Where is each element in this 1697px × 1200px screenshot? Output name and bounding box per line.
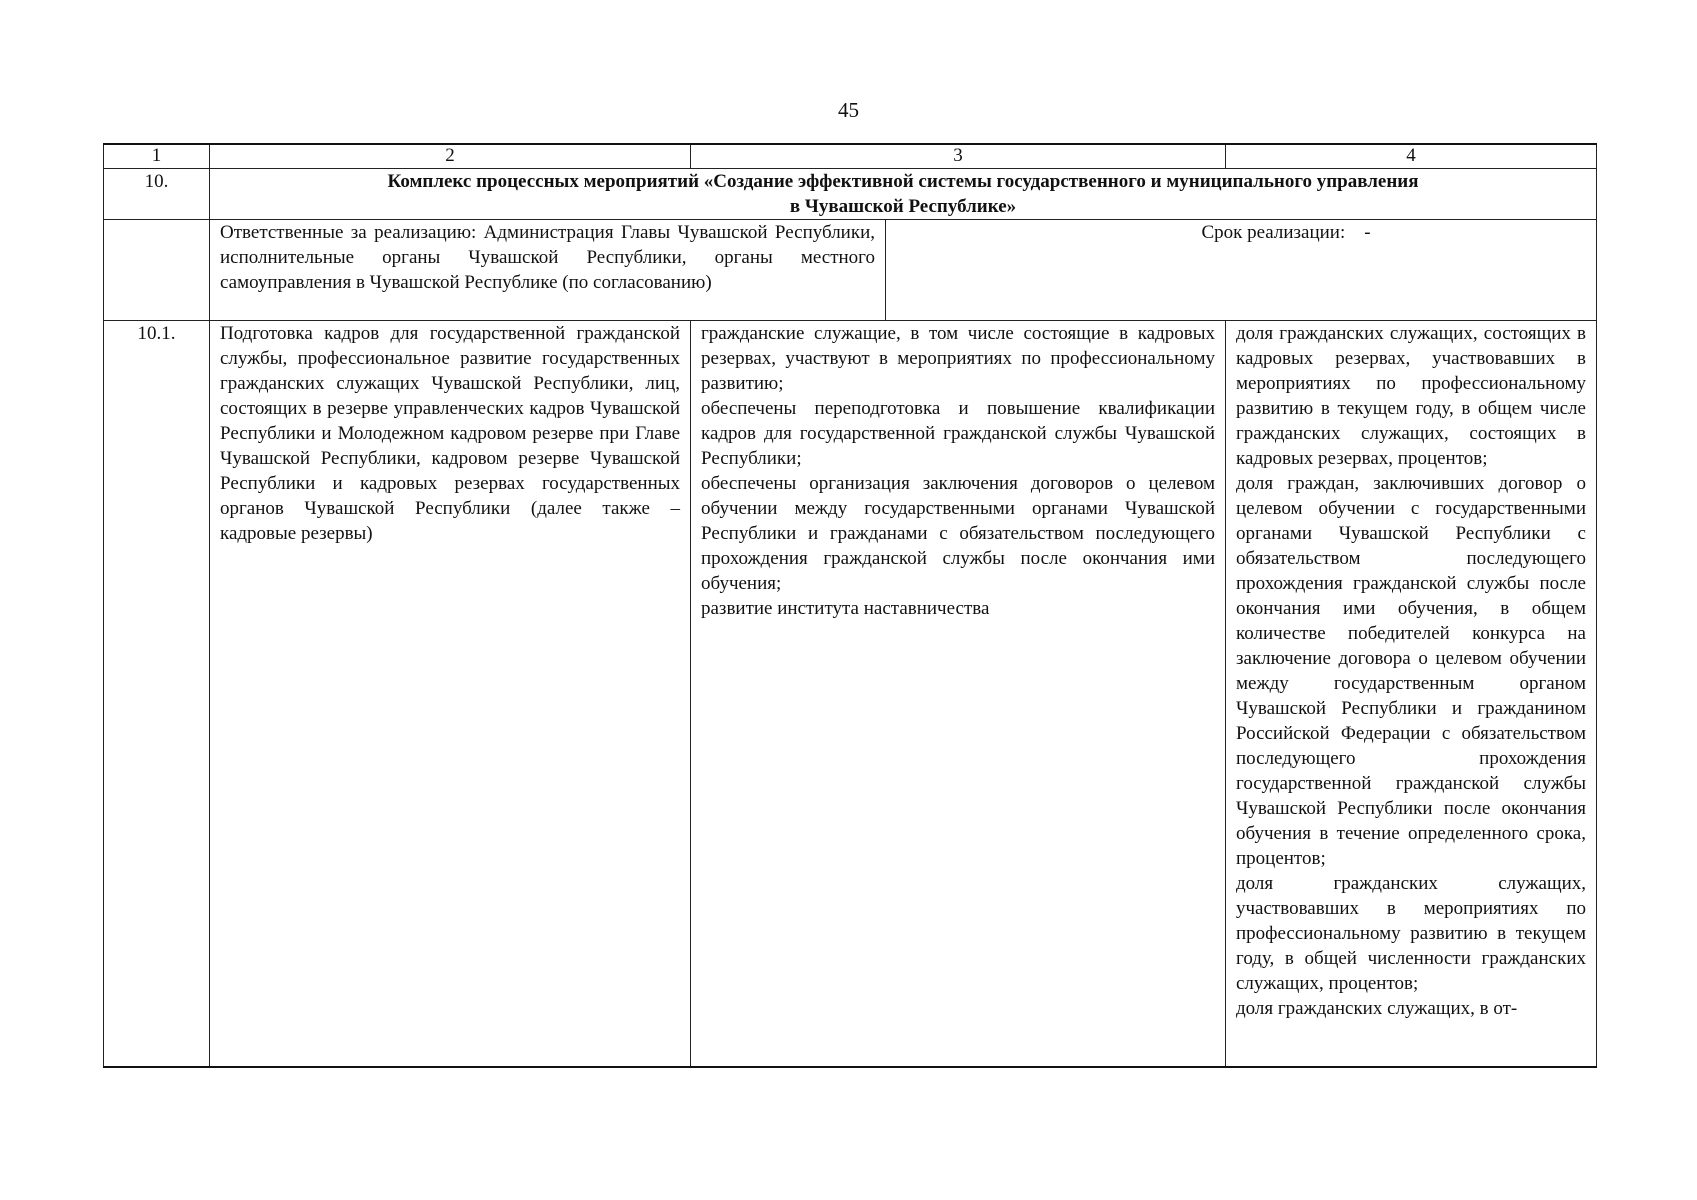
expected-results — [691, 321, 1226, 1067]
section-info-row — [104, 220, 1597, 321]
column-header-1: 1 — [104, 144, 210, 169]
section-title — [210, 169, 1597, 220]
term-value: - — [1364, 222, 1371, 243]
indicator-item: доля граждан, заключивших договор о целевом обучении с государственными органами Чувашской Республики с обязательством последующего прохождения гражданской службы после окончания ими обучения, в общем количестве победителей конкурса на заключение договора о целевом обучении между государственным органом Чувашской Республики и гражданином Российской Федерации с обязательством последующего прохождения государственной гражданской службы Чувашской Республики после окончания обучения в течение определенного срока, процентов; — [1236, 473, 1586, 869]
section-title-row — [104, 169, 1597, 220]
indicator-item: доля гражданских служащих, в от- — [1236, 998, 1518, 1019]
row-number: 10.1. — [104, 321, 210, 1067]
column-header-3: 3 — [691, 144, 1226, 169]
implementation-term — [886, 220, 1597, 320]
empty-number-cell — [104, 220, 210, 321]
indicator-item: доля гражданских служащих, участвовавших в мероприятиях по профессиональному развитию в текущем году, в общей численности гражданских служащих, процентов; — [1236, 873, 1586, 994]
task-description: Подготовка кадров для государственной гражданской службы, профессиональное развитие государственных гражданских служащих Чувашской Республики, лиц, состоящих в резерве управленческих кадров Чувашской Республики и Молодежном кадровом резерве при Главе Чувашской Республики, кадровом резерве Чувашской Республики и кадровых резервах государственных органов Чувашской Республики (далее также – кадровые резервы) — [210, 321, 691, 1067]
section-number: 10. — [104, 169, 210, 220]
section-info-cell — [210, 220, 1597, 321]
result-item: гражданские служащие, в том числе состоящие в кадровых резервах, участвуют в мероприятиях по профессиональному развитию; — [701, 323, 1215, 394]
section-title-line-2: в Чувашской Республике» — [789, 196, 1017, 217]
result-item: развитие института наставничества — [701, 598, 990, 619]
indicator-item: доля гражданских служащих, состоящих в кадровых резервах, участвовавших в мероприятиях по профессиональному развитию в текущем году, в общем числе гражданских служащих, состоящих в кадровых резервах, процентов; — [1236, 323, 1586, 469]
indicators — [1226, 321, 1597, 1067]
responsible-executors: Ответственные за реализацию: Администрация Главы Чувашской Республики, исполнительные органы Чувашской Республики, органы местного самоуправления в Чувашской Республике (по согласованию) — [210, 220, 886, 320]
term-label: Срок реализации: — [1201, 222, 1346, 243]
table-row — [104, 321, 1597, 1067]
program-table — [103, 143, 1597, 1068]
section-title-line-1: Комплекс процессных мероприятий «Создание эффективной системы государственного и муниципального управления — [387, 171, 1419, 192]
page-number: 45 — [838, 98, 859, 122]
column-header-4: 4 — [1226, 144, 1597, 169]
result-item: обеспечены организация заключения договоров о целевом обучении между государственными органами Чувашской Республики и гражданами с обязательством последующего прохождения гражданской службы после окончания ими обучения; — [701, 473, 1215, 594]
section-info-table — [210, 220, 1596, 320]
result-item: обеспечены переподготовка и повышение квалификации кадров для государственной гражданской службы Чувашской Республики; — [701, 398, 1215, 469]
column-header-row — [104, 144, 1597, 169]
column-header-2: 2 — [210, 144, 691, 169]
